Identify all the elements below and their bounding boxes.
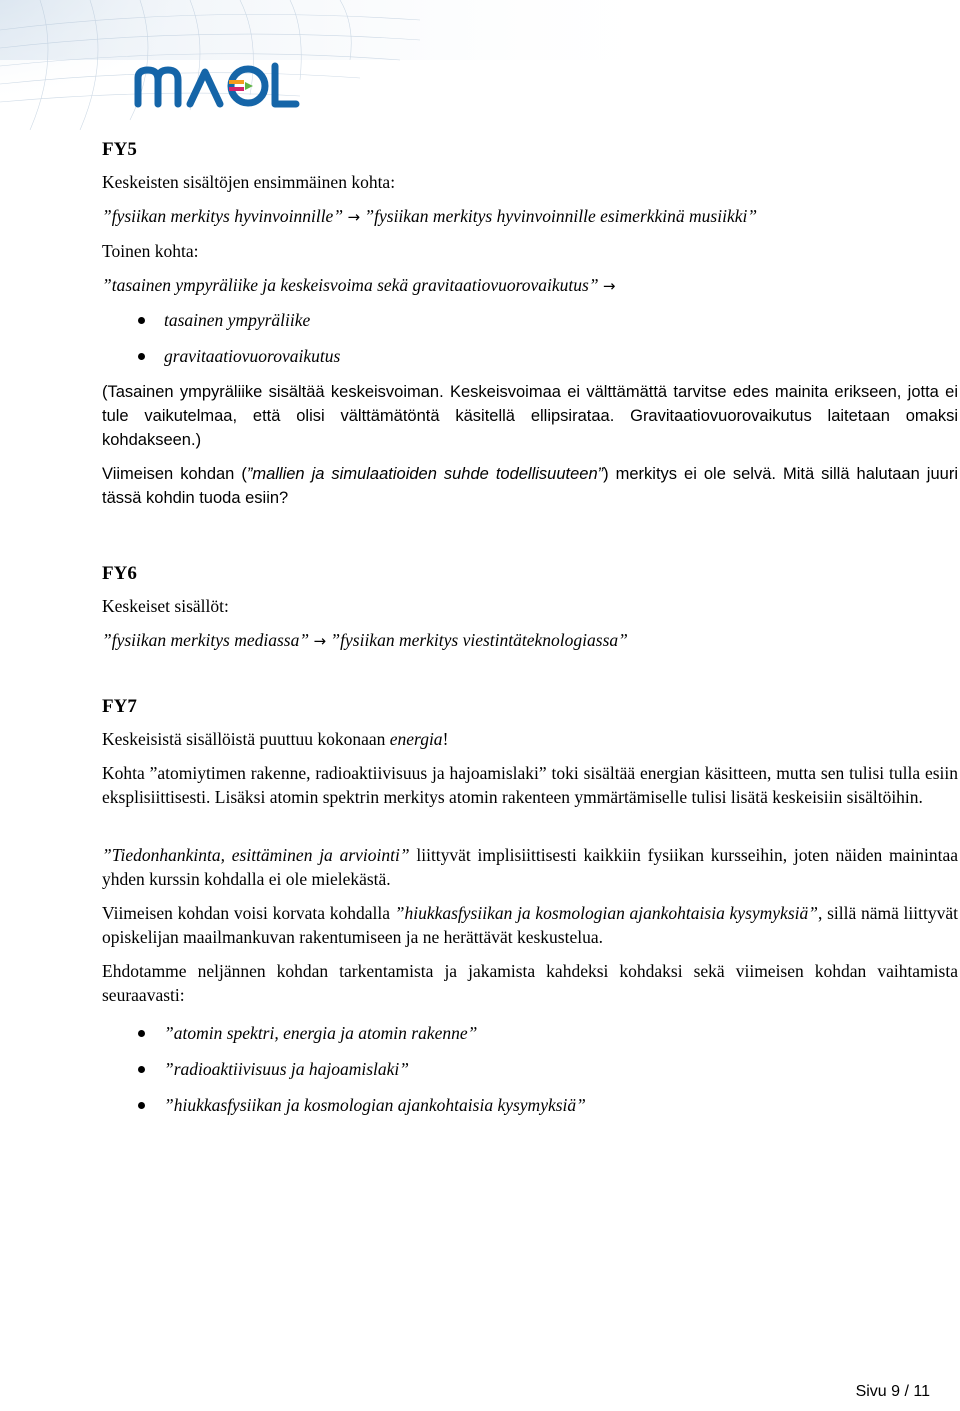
fy7-missing-post: ! <box>442 729 449 749</box>
fy7-para3-quote: ”hiukkasfysiikan ja kosmologian ajankohtaisia kysymyksiä” <box>394 903 818 923</box>
list-item: tasainen ympyräliike <box>102 308 958 332</box>
logo-text: MAOL <box>310 30 313 31</box>
fy7-paragraph-4: Ehdotamme neljännen kohdan tarkentamista ja jakamista kahdeksi kohdaksi sekä viimeisen kohdan vaihtamista seuraavasti: <box>102 961 958 1005</box>
fy6-intro: Keskeiset sisällöt: <box>102 596 229 616</box>
fy7-missing <box>102 727 958 751</box>
maol-logo-graphic <box>0 0 320 130</box>
fy7-para3-post: , sillä nämä liittyvät opiskelijan maailmankuvan rakentumiseen ja ne herättävät keskustelua. <box>102 903 958 947</box>
fy5-quote-original: ”fysiikan merkitys hyvinvoinnille” <box>102 206 344 226</box>
list-item: ”radioaktiivisuus ja hajoamislaki” <box>102 1057 958 1081</box>
list-item: gravitaatiovuorovaikutus <box>102 344 958 368</box>
fy7-para2-rest: liittyvät implisiittisesti kaikkiin fysiikan kursseihin, joten näiden mainintaa yhden kurssin kohdalla ei ole mielekästä. <box>102 845 958 889</box>
arrow-right-icon: → <box>602 277 616 295</box>
fy7-para2-quote: ”Tiedonhankinta, esittäminen ja arviointi” <box>102 845 410 865</box>
section-heading-fy6: FY6 <box>102 563 137 584</box>
arrow-right-icon: → <box>347 208 361 226</box>
fy5-second-label: Toinen kohta: <box>102 241 199 261</box>
page-number: Sivu 9 / 11 <box>855 1383 930 1400</box>
fy5-last-quote: ”mallien ja simulaatioiden suhde todellisuuteen” <box>246 465 604 483</box>
fy5-last-point <box>102 462 958 510</box>
fy5-last-pre: Viimeisen kohdan ( <box>102 465 247 483</box>
fy7-proposal-list <box>102 1021 958 1117</box>
fy5-intro: Keskeisten sisältöjen ensimmäinen kohta: <box>102 172 396 192</box>
fy7-paragraph-1: Kohta ”atomiytimen rakenne, radioaktiivisuus ja hajoamislaki” toki sisältää energian käsitteen, mutta sen tulisi tulla esiin eksplisiittisesti. Lisäksi atomin spektrin merkitys atomin rakenteen ymmärtämiselle tulisi lisätä keskeisiin sisältöihin. <box>102 763 958 807</box>
fy5-note: (Tasainen ympyräliike sisältää keskeisvoiman. Keskeisvoimaa ei välttämättä tarvitse edes mainita erikseen, jotta ei tule vaikutelmaa, että olisi välttämätöntä käsitellä ellipsirataa. Gravitaatiovuorovaikutus laitetaan omaksi kohdakseen.) <box>102 383 958 449</box>
fy7-missing-pre: Keskeisistä sisällöistä puuttuu kokonaan <box>102 729 390 749</box>
section-heading-fy7: FY7 <box>102 696 137 717</box>
fy5-last-post: ) merkitys ei ole selvä. Mitä sillä halutaan juuri tässä kohdin tuoda esiin? <box>102 465 958 507</box>
fy5-quote2-line <box>102 273 958 298</box>
section-heading-fy5: FY5 <box>102 139 137 160</box>
fy5-quote2: ”tasainen ympyräliike ja keskeisvoima sekä gravitaatiovuorovaikutus” <box>102 275 599 295</box>
fy5-bullet-list <box>102 308 958 368</box>
fy5-quote-line <box>102 204 958 229</box>
list-item: ”atomin spektri, energia ja atomin rakenne” <box>102 1021 958 1045</box>
fy6-quote-line <box>102 628 958 653</box>
fy6-quote-original: ”fysiikan merkitys mediassa” <box>102 630 310 650</box>
fy7-missing-word: energia <box>389 729 443 749</box>
fy6-quote-proposed: ”fysiikan merkitys viestintäteknologiassa” <box>330 630 628 650</box>
fy5-quote-proposed: ”fysiikan merkitys hyvinvoinnille esimerkkinä musiikki” <box>364 206 758 226</box>
fy7-paragraph-3 <box>102 901 958 949</box>
maol-logo <box>0 0 320 136</box>
arrow-right-icon: → <box>313 632 327 650</box>
list-item: ”hiukkasfysiikan ja kosmologian ajankohtaisia kysymyksiä” <box>102 1093 958 1117</box>
document-body <box>102 138 958 1129</box>
fy7-para3-pre: Viimeisen kohdan voisi korvata kohdalla <box>102 903 395 923</box>
fy7-paragraph-2 <box>102 843 958 891</box>
page-header <box>0 0 960 130</box>
